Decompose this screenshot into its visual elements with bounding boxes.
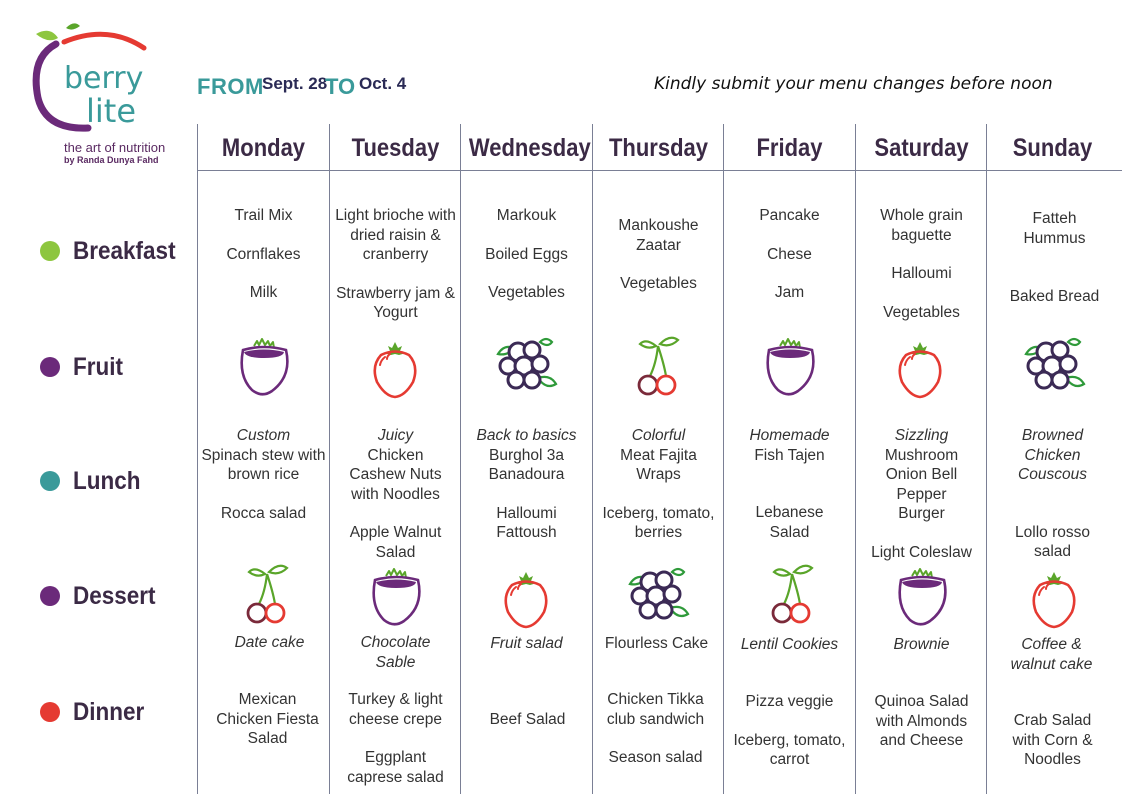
menu-item-side: Light Coleslaw xyxy=(871,543,972,561)
dessert-wednesday: Fruit salad xyxy=(490,635,563,652)
from-label: FROM xyxy=(197,74,264,99)
from-date: Sept. 28 xyxy=(262,74,328,93)
menu-item-side: Halloumi Fattoush xyxy=(496,504,557,541)
meal-label-text: Fruit xyxy=(73,352,123,381)
menu-item: Whole grain baguette xyxy=(880,207,963,244)
dinner-sunday xyxy=(987,711,1118,770)
breakfast-thursday xyxy=(593,216,724,294)
meal-label-breakfast xyxy=(40,236,187,266)
lunch-friday xyxy=(724,426,855,542)
logo-word-lite: lite xyxy=(86,92,137,130)
dessert-sunday: Coffee & walnut cake xyxy=(1010,636,1093,673)
raspberry-icon xyxy=(494,568,558,632)
day-header-friday: Friday xyxy=(756,134,823,162)
dessert-monday: Date cake xyxy=(234,634,305,651)
cherries-icon xyxy=(235,562,299,626)
header-divider xyxy=(197,170,1122,171)
meal-label-text: Breakfast xyxy=(73,236,176,265)
lunch-wednesday xyxy=(461,426,592,543)
dessert-saturday: Brownie xyxy=(893,636,950,653)
breakfast-monday xyxy=(198,206,329,303)
meal-label-lunch xyxy=(40,466,148,496)
logo-byline: by Randa Dunya Fahd xyxy=(64,155,159,165)
meal-label-dessert xyxy=(40,581,165,611)
menu-item: Light brioche with dried raisin & cranberry xyxy=(335,207,456,263)
meal-label-text: Lunch xyxy=(73,466,141,495)
menu-item: Season salad xyxy=(608,749,703,766)
menu-item: Chicken Cashew Nuts with Noodles xyxy=(349,446,442,503)
dinner-saturday xyxy=(856,692,987,751)
menu-item-side: Lollo rosso salad xyxy=(1015,523,1090,560)
menu-item: Fatteh Hummus xyxy=(1023,210,1086,247)
menu-item: Mushroom Onion Bell Pepper Burger xyxy=(884,446,959,522)
breakfast-sunday xyxy=(989,209,1120,307)
lunch-tuesday xyxy=(330,426,461,562)
menu-item: Chese xyxy=(767,245,812,263)
dinner-wednesday xyxy=(462,710,593,730)
meal-label-dinner xyxy=(40,697,152,727)
lunch-saturday xyxy=(856,426,987,562)
day-header-tuesday: Tuesday xyxy=(351,134,440,162)
menu-item-adjective: Colorful xyxy=(631,427,686,444)
menu-item: Turkey & light cheese crepe xyxy=(348,691,443,728)
menu-item: Meat Fajita Wraps xyxy=(620,446,697,483)
logo-tagline: the art of nutrition xyxy=(64,140,166,155)
dinner-thursday xyxy=(590,690,721,768)
day-header-wednesday: Wednesday xyxy=(468,134,591,162)
dinner-monday xyxy=(202,690,333,749)
menu-item: Iceberg, tomato, carrot xyxy=(733,731,846,768)
menu-item-adjective: Sizzling xyxy=(894,427,949,444)
menu-item-adjective: Browned Chicken Couscous xyxy=(1018,427,1087,483)
submission-note: Kindly submit your menu changes before noon xyxy=(654,74,1053,94)
raspberry-icon xyxy=(888,338,952,402)
menu-item: Chicken Tikka club sandwich xyxy=(606,691,705,728)
menu-item-adjective: Back to basics xyxy=(476,427,577,444)
cherries-icon xyxy=(760,562,824,626)
menu-item: Vegetables xyxy=(488,284,565,301)
fig-icon xyxy=(758,336,822,400)
menu-item: Vegetables xyxy=(620,275,697,292)
meal-label-text: Dessert xyxy=(73,581,156,610)
meal-label-text: Dinner xyxy=(73,697,145,726)
menu-item: Mankoushe Zaatar xyxy=(618,217,699,254)
menu-item: Vegetables xyxy=(883,303,960,321)
menu-item-side: Apple Walnut Salad xyxy=(349,524,442,561)
fruit-dot xyxy=(40,357,60,377)
day-header-thursday: Thursday xyxy=(608,134,709,162)
meal-label-fruit xyxy=(40,352,129,382)
dinner-dot xyxy=(40,702,60,722)
menu-item: Milk xyxy=(249,284,278,301)
menu-item: Pancake xyxy=(759,207,820,224)
blueberries-icon xyxy=(1022,334,1086,398)
menu-item-side: Lebanese Salad xyxy=(755,504,824,541)
menu-item: Burghol 3a Banadoura xyxy=(488,446,565,483)
day-header-saturday: Saturday xyxy=(874,134,969,162)
menu-item-side: Rocca salad xyxy=(220,504,307,522)
menu-item: Boiled Eggs xyxy=(485,245,568,263)
breakfast-saturday xyxy=(856,206,987,322)
menu-item: Baked Bread xyxy=(1009,288,1100,305)
blueberries-icon xyxy=(626,564,690,628)
day-header-sunday: Sunday xyxy=(1012,134,1093,162)
lunch-dot xyxy=(40,471,60,491)
lunch-sunday xyxy=(987,426,1118,562)
dinner-friday xyxy=(724,692,855,770)
menu-item: Mexican Chicken Fiesta Salad xyxy=(216,691,319,747)
menu-item: Spinach stew with brown rice xyxy=(201,446,326,483)
dessert-dot xyxy=(40,586,60,606)
lunch-monday xyxy=(198,426,329,523)
breakfast-friday xyxy=(724,206,855,303)
menu-item: Beef Salad xyxy=(489,711,566,728)
to-date: Oct. 4 xyxy=(359,74,407,93)
menu-item: Trail Mix xyxy=(234,207,293,224)
dessert-tuesday: Chocolate Sable xyxy=(360,634,431,671)
menu-item: Strawberry jam & Yogurt xyxy=(336,284,455,321)
raspberry-icon xyxy=(363,338,427,402)
menu-item: Halloumi xyxy=(891,265,952,282)
lunch-thursday xyxy=(593,426,724,543)
cherries-icon xyxy=(626,334,690,398)
menu-item: Fish Tajen xyxy=(754,446,825,464)
raspberry-icon xyxy=(1022,568,1086,632)
to-label: TO xyxy=(325,74,356,99)
menu-item: Jam xyxy=(774,284,805,301)
menu-item: Eggplant caprese salad xyxy=(347,749,444,786)
menu-item-side: Iceberg, tomato, berries xyxy=(602,504,715,541)
breakfast-wednesday xyxy=(461,206,592,303)
menu-item: Quinoa Salad with Almonds and Cheese xyxy=(874,693,969,749)
menu-item: Markouk xyxy=(496,207,557,224)
menu-item: Cornflakes xyxy=(226,245,301,263)
fig-icon xyxy=(890,566,954,630)
menu-item-adjective: Juicy xyxy=(377,427,414,444)
dessert-friday: Lentil Cookies xyxy=(740,636,839,653)
menu-item: Pizza veggie xyxy=(745,693,834,710)
menu-item-adjective: Homemade xyxy=(749,427,830,444)
day-header-monday: Monday xyxy=(221,134,306,162)
fig-icon xyxy=(364,566,428,630)
breakfast-tuesday xyxy=(330,206,461,323)
menu-item-adjective: Custom xyxy=(236,427,291,444)
fig-icon xyxy=(232,336,296,400)
logo-word-berry: berry xyxy=(64,61,144,96)
dessert-thursday: Flourless Cake xyxy=(604,635,709,652)
blueberries-icon xyxy=(494,334,558,398)
breakfast-dot xyxy=(40,241,60,261)
menu-item: Crab Salad with Corn & Noodles xyxy=(1012,712,1093,768)
dinner-tuesday xyxy=(330,690,461,787)
